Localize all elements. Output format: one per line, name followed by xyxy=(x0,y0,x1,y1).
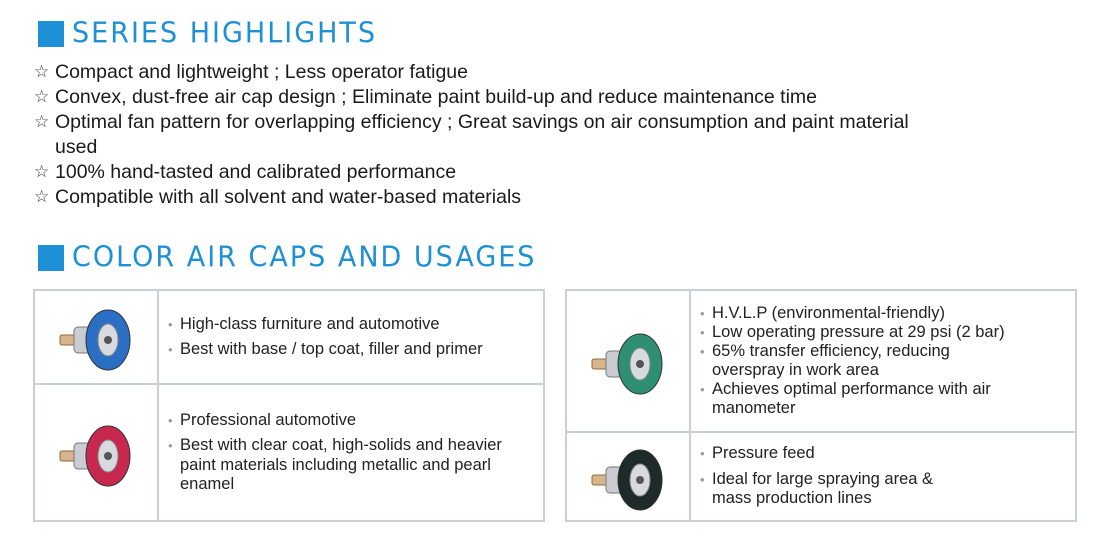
bullet-icon: • xyxy=(168,316,173,332)
heading-square-icon xyxy=(38,21,64,47)
air-caps-table-right xyxy=(565,289,1077,522)
list-item: • Best with clear coat, high-solids and heavier paint materials including metallic and pearl enamel xyxy=(168,436,502,493)
highlight-item: ☆ Convex, dust-free air cap design ; Eliminate paint build-up and reduce maintenance time xyxy=(34,86,818,108)
bullet-icon: • xyxy=(168,342,173,357)
cap-usage-cell xyxy=(159,291,543,383)
highlight-item: ☆ Compact and lightweight ; Less operator fatigue xyxy=(34,61,468,83)
bullet-icon: • xyxy=(168,438,173,453)
cap-usage-cell xyxy=(159,385,543,520)
cap-image-cell xyxy=(35,385,159,520)
highlight-item: ☆ 100% hand-tasted and calibrated performance xyxy=(34,161,457,183)
star-icon: ☆ xyxy=(34,162,50,182)
color-air-caps-heading xyxy=(38,242,536,273)
highlights-list xyxy=(34,60,1034,210)
table-row xyxy=(35,385,543,520)
table-row xyxy=(567,291,1075,433)
list-item: • High-class furniture and automotive xyxy=(168,314,440,333)
series-highlights-heading xyxy=(38,18,377,49)
cap-image-cell xyxy=(35,291,159,383)
bullet-icon: • xyxy=(700,306,705,321)
cap-usage-cell xyxy=(691,433,1075,520)
color-air-caps-title: COLOR AIR CAPS AND USAGES xyxy=(72,241,537,274)
air-caps-table-left xyxy=(33,289,545,522)
bullet-icon: • xyxy=(168,412,173,428)
red-air-cap-icon xyxy=(50,417,142,489)
list-item: • Low operating pressure at 29 psi (2 bar) xyxy=(700,323,1005,341)
highlight-item: ☆ Compatible with all solvent and water-based materials xyxy=(34,186,522,208)
list-item: • Ideal for large spraying area & mass production lines xyxy=(700,469,934,508)
list-item: • 65% transfer efficiency, reducing overspray in work area xyxy=(700,342,950,379)
blue-air-cap-icon xyxy=(50,301,142,373)
star-icon: ☆ xyxy=(34,187,50,207)
cap-usage-cell xyxy=(691,291,1075,431)
list-item: • Pressure feed xyxy=(700,444,815,463)
list-item: • Best with base / top coat, filler and primer xyxy=(168,340,483,358)
bullet-icon: • xyxy=(700,446,705,462)
table-row xyxy=(35,291,543,385)
cap-image-cell xyxy=(567,291,691,431)
bullet-icon: • xyxy=(700,325,705,340)
star-icon: ☆ xyxy=(34,112,50,132)
bullet-icon: • xyxy=(700,471,705,487)
list-item: • H.V.L.P (environmental-friendly) xyxy=(700,304,945,322)
highlight-item: ☆ Optimal fan pattern for overlapping efficiency ; Great savings on air consumption and paint material used xyxy=(34,111,909,158)
table-row xyxy=(567,433,1075,520)
list-item: • Achieves optimal performance with air manometer xyxy=(700,380,991,417)
star-icon: ☆ xyxy=(34,87,50,107)
green-air-cap-icon xyxy=(582,325,674,397)
cap-image-cell xyxy=(567,433,691,520)
series-highlights-title: SERIES HIGHLIGHTS xyxy=(72,17,378,50)
bullet-icon: • xyxy=(700,382,705,397)
bullet-icon: • xyxy=(700,344,705,359)
black-air-cap-icon xyxy=(582,441,674,513)
star-icon: ☆ xyxy=(34,62,50,82)
heading-square-icon xyxy=(38,245,64,271)
list-item: • Professional automotive xyxy=(168,410,357,429)
